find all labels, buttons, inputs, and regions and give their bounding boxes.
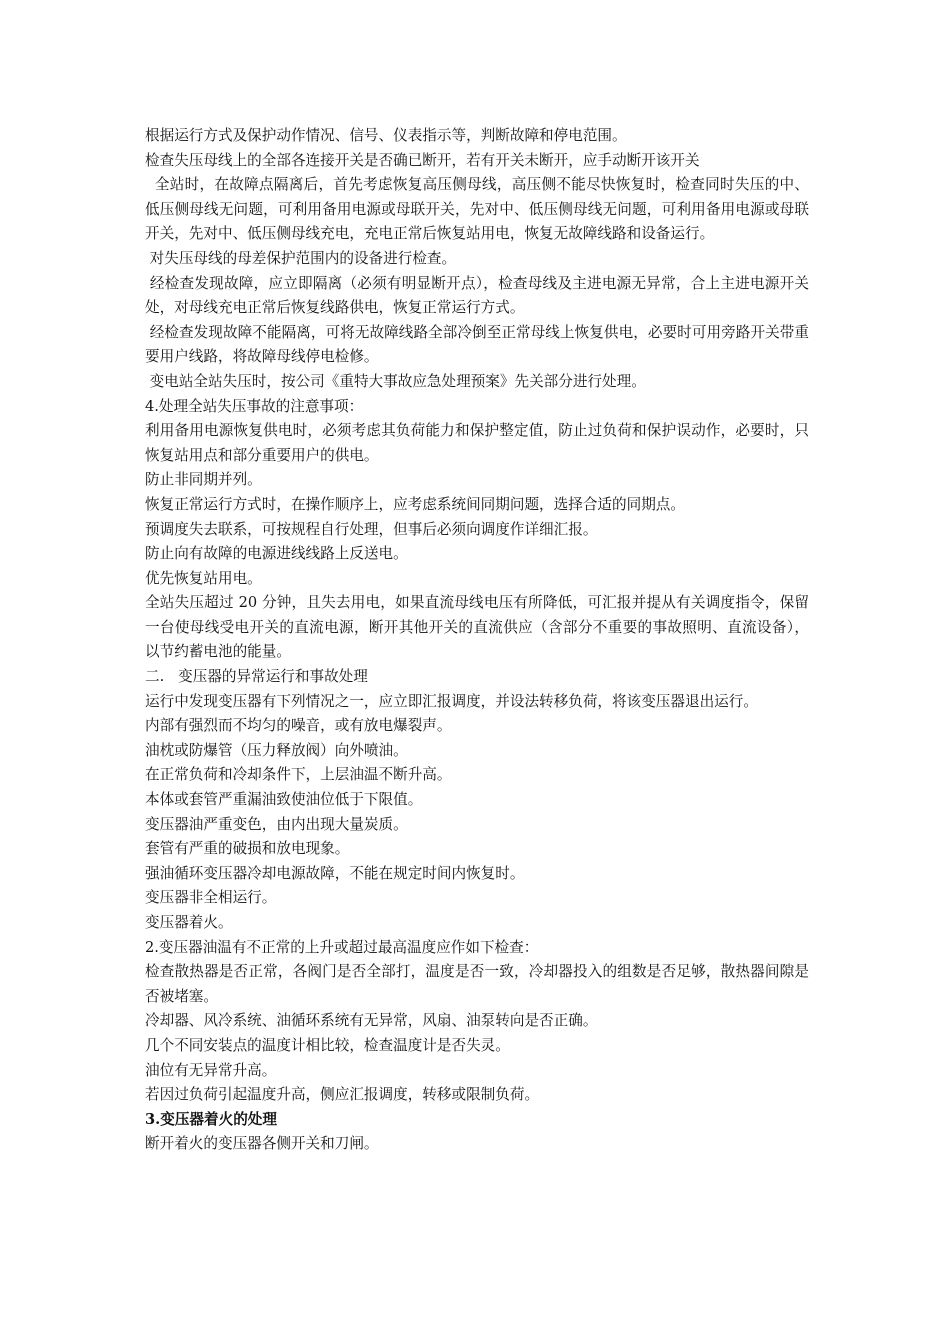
paragraph: 恢复正常运行方式时，在操作顺序上，应考虑系统间同期问题，选择合适的同期点。 [145, 495, 685, 513]
section-heading: 4.处理全站失压事故的注意事项： [145, 397, 364, 415]
paragraph: 运行中发现变压器有下列情况之一，应立即汇报调度，并设法转移负荷，将该变压器退出运行。 [145, 692, 758, 710]
section-heading: 二. 变压器的异常运行和事故处理 [145, 668, 368, 686]
paragraph: 全站时，在故障点隔离后，首先考虑恢复高压侧母线，高压侧不能尽快恢复时，检查同时失压的中、低压侧母线无问题，可利用备用电源或母联开关，先对中、低压侧母线无问题，可利用备用电源或母联开关，先对中、低压侧母线充电，充电正常后恢复站用电，恢复无故障线路和设备运行。 [145, 176, 809, 243]
paragraph: 预调度失去联系，可按规程自行处理，但事后必须向调度作详细汇报。 [145, 520, 598, 538]
document-body [145, 124, 809, 1157]
paragraph: 对失压母线的母差保护范围内的设备进行检查。 [145, 249, 457, 267]
list-item: 套管有严重的破损和放电现象。 [145, 840, 350, 858]
paragraph: 优先恢复站用电。 [145, 569, 262, 587]
list-item: 几个不同安装点的温度计相比较，检查温度计是否失灵。 [145, 1036, 510, 1054]
paragraph: 经检查发现故障不能隔离，可将无故障线路全部冷倒至正常母线上恢复供电，必要时可用旁路开关带重要用户线路，将故障母线停电检修。 [145, 323, 809, 366]
paragraph: 检查失压母线上的全部各连接开关是否确已断开，若有开关未断开，应手动断开该开关 [145, 151, 700, 169]
list-item: 断开着火的变压器各侧开关和刀闸。 [145, 1135, 379, 1153]
paragraph: 根据运行方式及保护动作情况、信号、仪表指示等，判断故障和停电范围。 [145, 127, 627, 144]
list-item: 检查散热器是否正常，各阀门是否全部打，温度是否一致，冷却器投入的组数是否足够，散热器间隙是否被堵塞。 [145, 963, 809, 1005]
section-heading: 3.变压器着火的处理 [145, 1110, 277, 1128]
list-item: 变压器油严重变色，由内出现大量炭质。 [145, 815, 408, 833]
paragraph: 防止向有故障的电源进线线路上反送电。 [145, 545, 408, 563]
paragraph: 经检查发现故障，应立即隔离（必须有明显断开点），检查母线及主进电源无异常，合上主进电源开关处，对母线充电正常后恢复线路供电，恢复正常运行方式。 [145, 274, 809, 317]
section-heading: 2.变压器油温有不正常的上升或超过最高温度应作如下检查： [145, 938, 539, 956]
list-item: 油位有无异常升高。 [145, 1061, 277, 1079]
paragraph: 防止非同期并列。 [145, 471, 262, 489]
list-item: 油枕或防爆管（压力释放阀）向外喷油。 [145, 741, 408, 759]
list-item: 本体或套管严重漏油致使油位低于下限值。 [145, 791, 423, 809]
paragraph: 全站失压超过 20 分钟，且失去用电，如果直流母线电压有所降低，可汇报并提从有关调度指令，保留一台使母线受电开关的直流电源，断开其他开关的直流供应（含部分不重要的事故照明、直流设备），以节约蓄电池的能量。 [145, 594, 809, 661]
list-item: 强油循环变压器冷却电源故障，不能在规定时间内恢复时。 [145, 864, 525, 882]
paragraph: 利用备用电源恢复供电时，必须考虑其负荷能力和保护整定值，防止过负荷和保护误动作，必要时，只恢复站用点和部分重要用户的供电。 [145, 422, 809, 464]
list-item: 内部有强烈而不均匀的噪音，或有放电爆裂声。 [145, 717, 452, 735]
list-item: 变压器非全相运行。 [145, 889, 277, 907]
list-item: 变压器着火。 [145, 914, 233, 931]
paragraph: 变电站全站失压时，按公司《重特大事故应急处理预案》先关部分进行处理。 [145, 372, 646, 390]
list-item: 若因过负荷引起温度升高，侧应汇报调度，转移或限制负荷。 [145, 1086, 540, 1104]
list-item: 冷却器、风冷系统、油循环系统有无异常，风扇、油泵转向是否正确。 [145, 1012, 598, 1030]
list-item: 在正常负荷和冷却条件下，上层油温不断升高。 [145, 766, 452, 784]
